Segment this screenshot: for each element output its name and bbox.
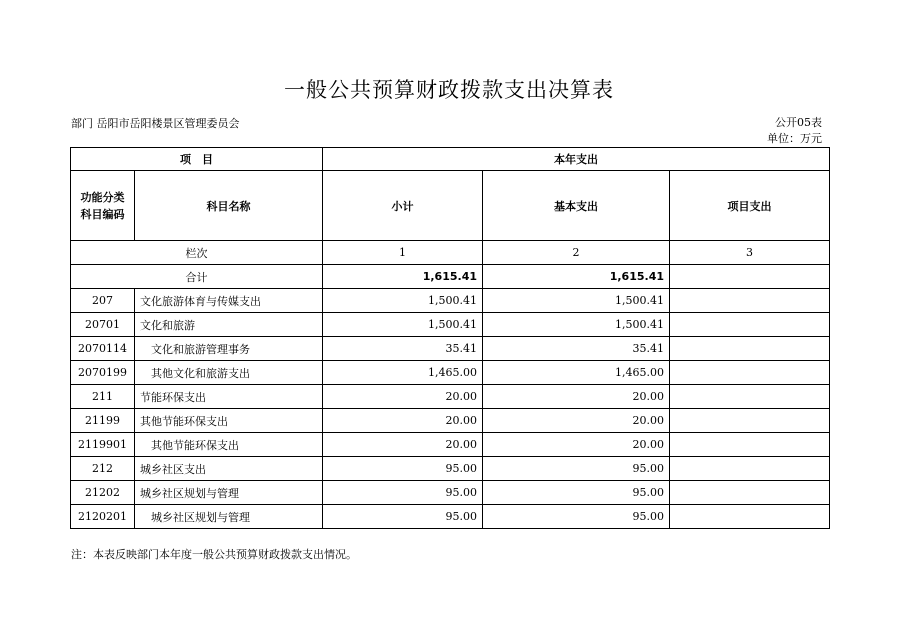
table-row xyxy=(71,433,830,457)
row-name: 城乡社区规划与管理 xyxy=(135,505,323,529)
row-basic: 20.00 xyxy=(483,433,670,457)
column-index-2: 2 xyxy=(483,241,670,265)
row-code: 21199 xyxy=(71,409,135,433)
total-label: 合计 xyxy=(71,265,323,289)
table-row xyxy=(71,481,830,505)
row-basic: 1,465.00 xyxy=(483,361,670,385)
row-project xyxy=(670,385,830,409)
footnote: 注：本表反映部门本年度一般公共预算财政拨款支出情况。 xyxy=(71,548,357,561)
row-basic: 35.41 xyxy=(483,337,670,361)
header-item: 项 目 xyxy=(71,148,323,171)
row-name: 其他节能环保支出 xyxy=(135,433,323,457)
row-basic: 20.00 xyxy=(483,385,670,409)
table-row xyxy=(71,385,830,409)
header-row-mid xyxy=(71,171,830,241)
row-name: 城乡社区规划与管理 xyxy=(135,481,323,505)
table-row xyxy=(71,457,830,481)
row-name: 其他文化和旅游支出 xyxy=(135,361,323,385)
row-code: 207 xyxy=(71,289,135,313)
table-row xyxy=(71,505,830,529)
page-title: 一般公共预算财政拨款支出决算表 xyxy=(284,78,614,102)
row-project xyxy=(670,481,830,505)
row-project xyxy=(670,409,830,433)
row-basic: 1,500.41 xyxy=(483,313,670,337)
row-subtotal: 1,465.00 xyxy=(323,361,483,385)
header-code-line1: 功能分类 xyxy=(80,190,125,204)
row-project xyxy=(670,505,830,529)
row-code: 211 xyxy=(71,385,135,409)
row-project xyxy=(670,457,830,481)
total-row xyxy=(71,265,830,289)
row-subtotal: 20.00 xyxy=(323,385,483,409)
row-basic: 95.00 xyxy=(483,505,670,529)
form-number: 公开05表 xyxy=(775,116,822,129)
expenditure-table xyxy=(70,147,830,529)
row-subtotal: 35.41 xyxy=(323,337,483,361)
row-code: 21202 xyxy=(71,481,135,505)
row-name: 文化和旅游 xyxy=(135,313,323,337)
row-code: 2070114 xyxy=(71,337,135,361)
form-meta xyxy=(767,115,822,147)
header-row-top xyxy=(71,148,830,171)
header-project: 项目支出 xyxy=(670,171,830,241)
row-name: 文化旅游体育与传媒支出 xyxy=(135,289,323,313)
header-code-line2: 科目编码 xyxy=(80,207,125,221)
row-code: 20701 xyxy=(71,313,135,337)
unit-label: 单位：万元 xyxy=(767,132,822,145)
header-current-year: 本年支出 xyxy=(323,148,830,171)
table-row xyxy=(71,313,830,337)
total-subtotal: 1,615.41 xyxy=(323,265,483,289)
row-name: 节能环保支出 xyxy=(135,385,323,409)
row-code: 2070199 xyxy=(71,361,135,385)
table-row xyxy=(71,409,830,433)
row-code: 2120201 xyxy=(71,505,135,529)
row-name: 文化和旅游管理事务 xyxy=(135,337,323,361)
column-index-3: 3 xyxy=(670,241,830,265)
column-index-1: 1 xyxy=(323,241,483,265)
row-project xyxy=(670,289,830,313)
row-subtotal: 20.00 xyxy=(323,409,483,433)
row-basic: 1,500.41 xyxy=(483,289,670,313)
row-project xyxy=(670,313,830,337)
table-row xyxy=(71,289,830,313)
total-basic: 1,615.41 xyxy=(483,265,670,289)
row-project xyxy=(670,433,830,457)
header-name: 科目名称 xyxy=(135,171,323,241)
row-subtotal: 95.00 xyxy=(323,481,483,505)
row-project xyxy=(670,361,830,385)
column-index-label: 栏次 xyxy=(71,241,323,265)
row-subtotal: 1,500.41 xyxy=(323,313,483,337)
row-subtotal: 95.00 xyxy=(323,505,483,529)
row-subtotal: 1,500.41 xyxy=(323,289,483,313)
row-code: 212 xyxy=(71,457,135,481)
row-subtotal: 20.00 xyxy=(323,433,483,457)
row-subtotal: 95.00 xyxy=(323,457,483,481)
column-index-row xyxy=(71,241,830,265)
row-basic: 20.00 xyxy=(483,409,670,433)
total-project xyxy=(670,265,830,289)
table-row xyxy=(71,337,830,361)
header-subtotal: 小计 xyxy=(323,171,483,241)
department-label: 部门 岳阳市岳阳楼景区管理委员会 xyxy=(71,117,240,130)
row-basic: 95.00 xyxy=(483,481,670,505)
row-project xyxy=(670,337,830,361)
header-code xyxy=(71,171,135,241)
table-row xyxy=(71,361,830,385)
row-name: 城乡社区支出 xyxy=(135,457,323,481)
row-name: 其他节能环保支出 xyxy=(135,409,323,433)
header-basic: 基本支出 xyxy=(483,171,670,241)
row-code: 2119901 xyxy=(71,433,135,457)
row-basic: 95.00 xyxy=(483,457,670,481)
